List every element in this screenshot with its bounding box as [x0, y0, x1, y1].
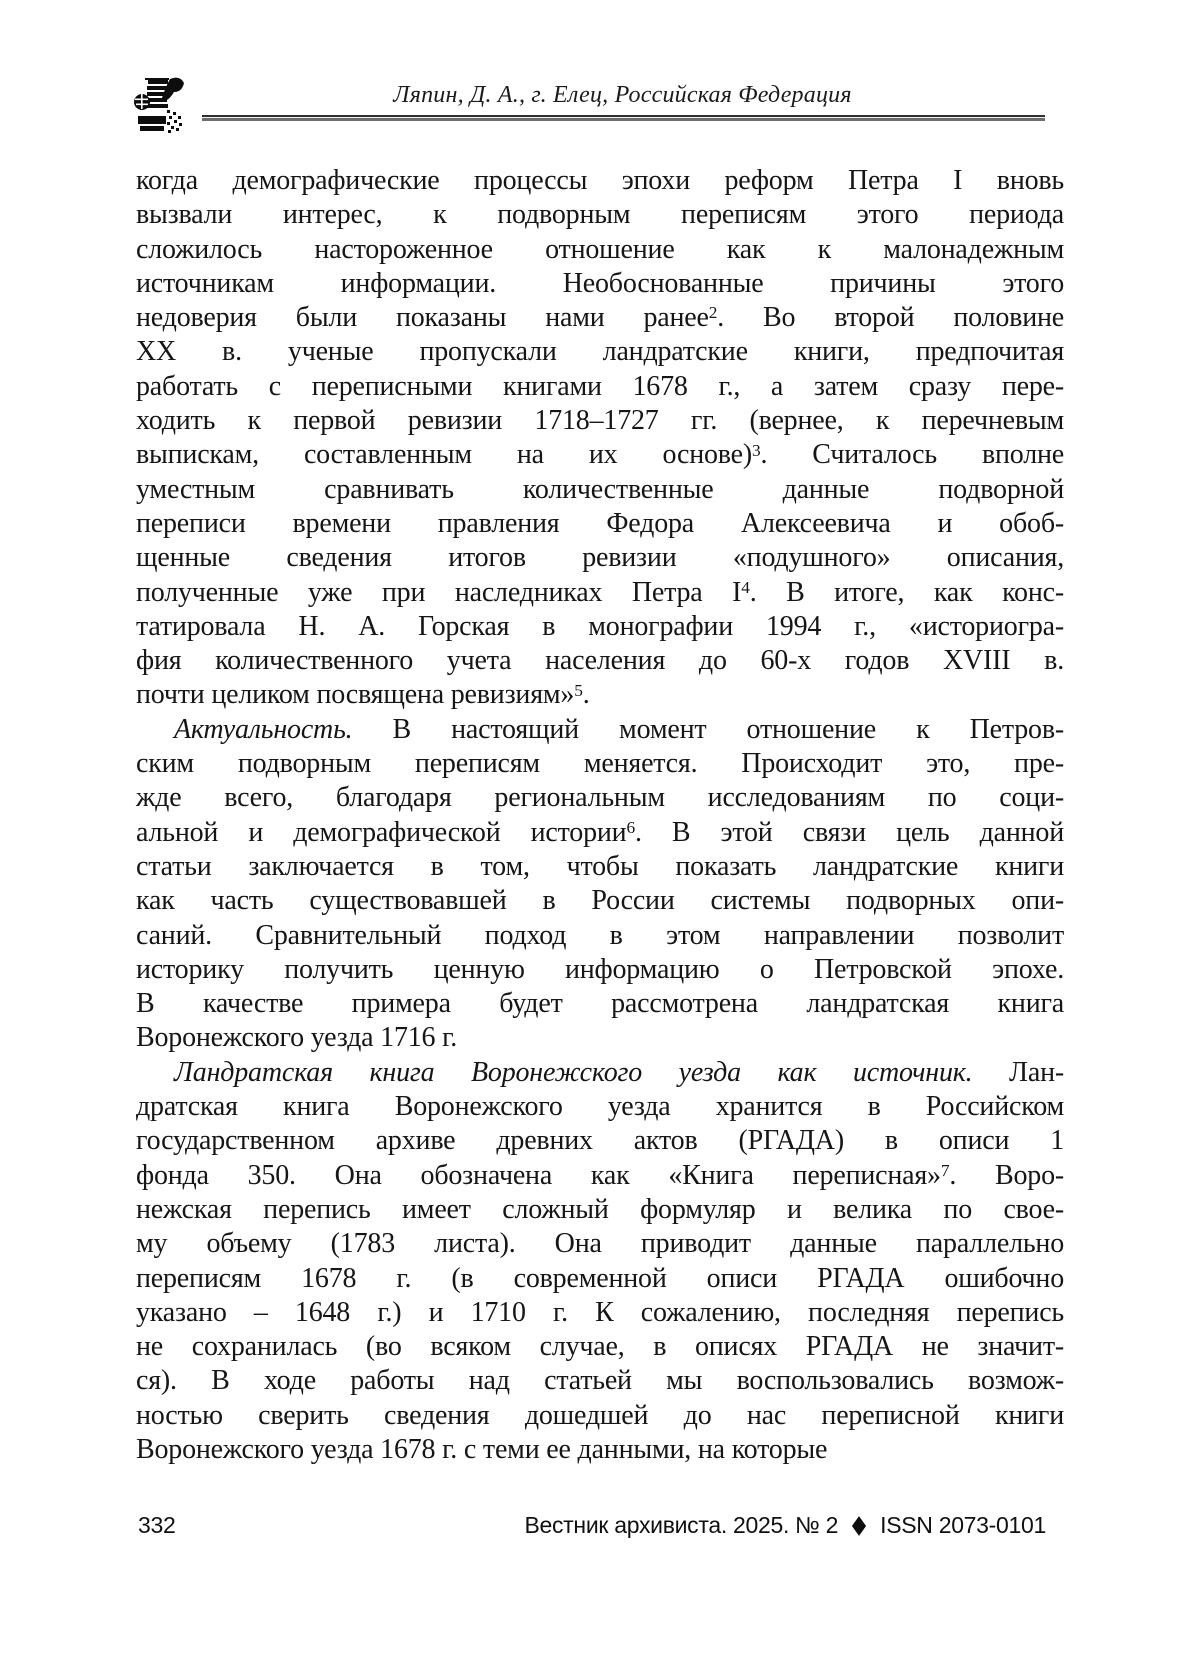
text-line: работать с переписными книгами 1678 г., а затем сразу пере-: [136, 370, 1064, 402]
text-line: дратская книга Воронежского уезда хранится в Российском: [136, 1091, 1064, 1123]
text-line: полученные уже при наследниках Петра $I^4$. В итоге, как конс-: [136, 576, 1064, 608]
text-line: жде всего, благодаря региональным исследованиям по соци-: [136, 782, 1064, 814]
running-head: Ляпин, Д. А., г. Елец, Российская Федерация: [393, 82, 852, 108]
text-line: источникам информации. Необоснованные причины этого: [136, 267, 1064, 299]
text-line: фонда 350. Она обозначена как «Книга переписная»$^7$. Воро-: [136, 1159, 1064, 1191]
page-footer: [138, 1512, 1046, 1539]
text-line: указано – 1648 г.) и 1710 г. К сожалению, последняя перепись: [136, 1296, 1064, 1328]
header-rule: [202, 115, 1045, 121]
text-line: переписи времени правления Федора Алексеевича и обоб-: [136, 507, 1064, 539]
footnote-marker: 7: [940, 1160, 950, 1180]
text-line: Воронежского уезда 1678 г. с теми ее данными, на которые: [136, 1433, 828, 1465]
text-line: фия количественного учета населения до 60-х годов XVIII в.: [136, 645, 1064, 677]
text-line: выпискам, составленным на их основе)$^3$. Считалось вполне: [136, 439, 1064, 471]
text-line: му объему (1783 листа). Она приводит данные параллельно: [136, 1228, 1064, 1260]
text-line: сложилось настороженное отношение как к малонадежным: [136, 233, 1064, 265]
text-line: ся). В ходе работы над статьей мы воспользовались возмож-: [136, 1365, 1064, 1397]
text-line: альной и демографической истории$^6$. В этой связи цель данной: [136, 816, 1064, 848]
text-line: ностью сверить сведения дошедшей до нас переписной книги: [136, 1399, 1064, 1431]
text-line: татировала Н. А. Горская в монографии 1994 г., «историогра-: [136, 610, 1064, 642]
footnote-marker: 6: [626, 817, 635, 837]
text-line: щенные сведения итогов ревизии «подушного» описания,: [136, 542, 1064, 574]
text-line: Актуальность. В настоящий момент отношение к Петров-: [174, 713, 1064, 745]
text-line: Ландратская книга Воронежского уезда как источник. Лан-: [174, 1056, 1064, 1088]
text-line: XX в. ученые пропускали ландратские книги, предпочитая: [136, 336, 1064, 368]
footnote-marker: 3: [751, 440, 761, 460]
footnote-marker: 2: [708, 303, 718, 323]
text-line: недоверия были показаны нами ранее$^2$. Во второй половине: [136, 302, 1064, 334]
article-body: [136, 164, 1064, 1467]
diamond-icon: [852, 1516, 866, 1536]
journal-imprint: [524, 1512, 1046, 1539]
text-line: переписям 1678 г. (в современной описи РГАДА ошибочно: [136, 1262, 1064, 1294]
text-line: государственном архиве древних актов (РГАДА) в описи 1: [136, 1125, 1064, 1157]
footnote-marker: 4: [741, 577, 750, 597]
text-line: нежская перепись имеет сложный формуляр и велика по свое-: [136, 1193, 1064, 1225]
footnote-marker: 5: [574, 680, 583, 700]
text-line: не сохранилась (во всяком случае, в описях РГАДА не значит-: [136, 1331, 1064, 1363]
text-line: как часть существовавшей в России системы подворных опи-: [136, 885, 1064, 917]
books-globe-quill-emblem-icon: [134, 76, 186, 138]
text-line: В качестве примера будет рассмотрена ландратская книга: [136, 988, 1064, 1020]
journal-citation: Вестник архивиста. 2025. № 2: [524, 1512, 839, 1538]
text-line: когда демографические процессы эпохи реформ Петра I вновь: [136, 165, 1064, 196]
text-line: Воронежского уезда 1716 г.: [136, 1022, 458, 1054]
issn: ISSN 2073-0101: [880, 1512, 1046, 1538]
text-line: уместным сравнивать количественные данные подворной: [136, 473, 1064, 505]
text-line: статьи заключается в том, чтобы показать ландратские книги: [136, 850, 1064, 882]
text-line: саний. Сравнительный подход в этом направлении позволит: [136, 919, 1064, 951]
text-line: почти целиком посвящена ревизиям»$^5$.: [136, 679, 590, 711]
text-line: ходить к первой ревизии 1718–1727 гг. (вернее, к перечневым: [136, 405, 1064, 437]
text-line: историку получить ценную информацию о Петровской эпохе.: [136, 953, 1064, 985]
text-line: вызвали интерес, к подворным переписям этого периода: [136, 199, 1064, 231]
text-line: ским подворным переписям меняется. Происходит это, пре-: [136, 748, 1064, 780]
page-number: 332: [138, 1512, 176, 1538]
